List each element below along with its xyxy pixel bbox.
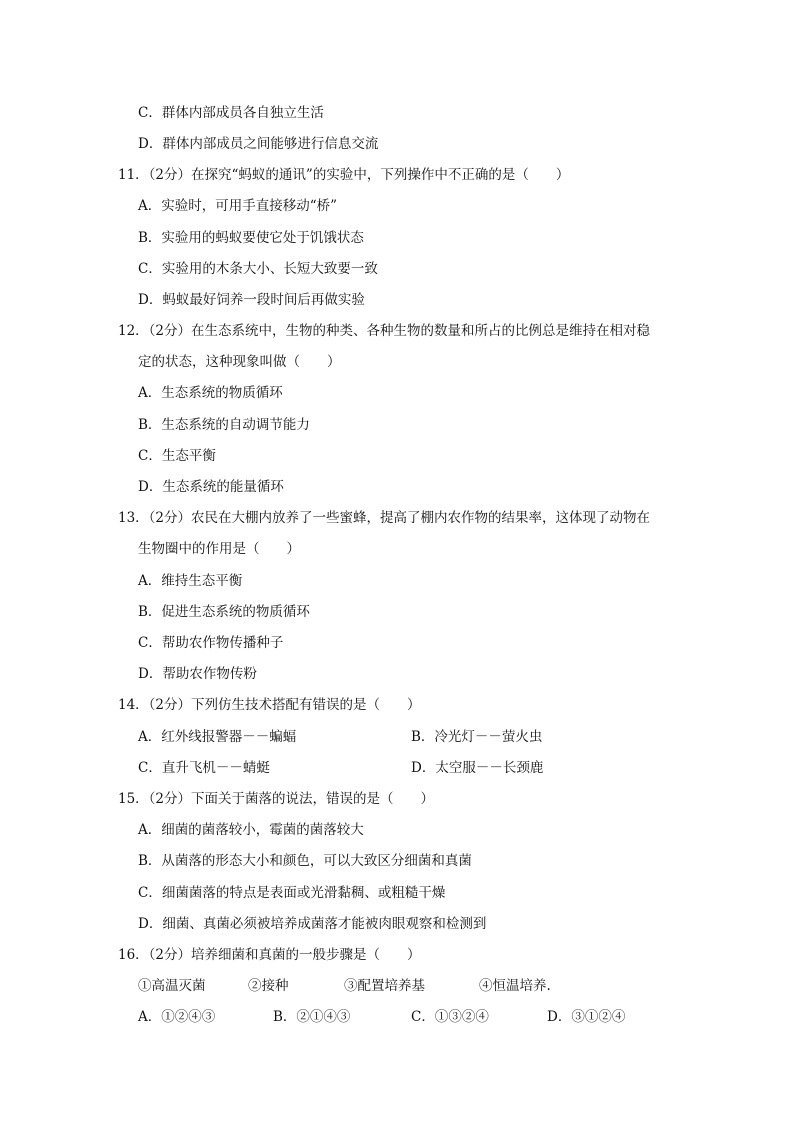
- q10-option-c: C．群体内部成员各自独立生活: [138, 105, 324, 121]
- q11-option-a: A．实验时，可用手直接移动“桥”: [138, 198, 338, 214]
- q16-step-1: ①高温灭菌: [138, 978, 206, 994]
- q12-stem-line2: 定的状态，这种现象叫做（ ）: [138, 354, 341, 370]
- q15-stem: 15．（2分）下面关于菌落的说法，错误的是（ ）: [118, 791, 435, 807]
- q15-option-a: A．细菌的菌落较小，霉菌的菌落较大: [138, 822, 364, 838]
- q13-option-a: A．维持生态平衡: [138, 573, 243, 589]
- q14-option-d: D．太空服－－长颈鹿: [411, 760, 544, 776]
- q14-stem: 14．（2分）下列仿生技术搭配有错误的是（ ）: [118, 697, 421, 713]
- q13-stem-line1: 13．（2分）农民在大棚内放养了一些蜜蜂，提高了棚内农作物的结果率，这体现了动物在: [118, 510, 651, 526]
- q16-option-d: D．③①②④: [547, 1009, 626, 1025]
- q11-option-b: B．实验用的蚂蚁要使它处于饥饿状态: [138, 230, 364, 246]
- q16-step-3: ③配置培养基: [344, 978, 425, 994]
- q10-option-d: D．群体内部成员之间能够进行信息交流: [138, 136, 379, 152]
- q12-option-b: B．生态系统的自动调节能力: [138, 417, 310, 433]
- q15-option-b: B．从菌落的形态大小和颜色，可以大致区分细菌和真菌: [138, 853, 472, 869]
- q14-option-a: A．红外线报警器－－蝙蝠: [138, 729, 297, 745]
- q12-option-d: D．生态系统的能量循环: [138, 479, 284, 495]
- q14-option-c: C．直升飞机－－蜻蜓: [138, 760, 270, 776]
- q11-option-d: D．蚂蚁最好饲养一段时间后再做实验: [138, 292, 365, 308]
- q12-option-a: A．生态系统的物质循环: [138, 385, 283, 401]
- q16-step-4: ④恒温培养.: [479, 978, 551, 994]
- q11-stem: 11．（2分）在探究“蚂蚁的通讯”的实验中，下列操作中不正确的是（ ）: [118, 167, 570, 183]
- q16-option-c: C．①③②④: [411, 1009, 489, 1025]
- q13-stem-line2: 生物圈中的作用是（ ）: [138, 541, 300, 557]
- q16-step-2: ②接种: [248, 978, 289, 994]
- q12-stem-line1: 12．（2分）在生态系统中，生物的种类、各种生物的数量和所占的比例总是维持在相对稳: [118, 323, 651, 339]
- q16-option-b: B．②①④③: [273, 1009, 351, 1025]
- q16-steps: [138, 977, 551, 995]
- q16-option-a: A．①②④③: [138, 1009, 216, 1025]
- q13-option-b: B．促进生态系统的物质循环: [138, 604, 310, 620]
- q11-option-c: C．实验用的木条大小、长短大致要一致: [138, 261, 378, 277]
- q15-option-d: D．细菌、真菌必须被培养成菌落才能被肉眼观察和检测到: [138, 916, 487, 932]
- q13-option-d: D．帮助农作物传粉: [138, 666, 257, 682]
- q12-option-c: C．生态平衡: [138, 448, 216, 464]
- q15-option-c: C．细菌菌落的特点是表面或光滑黏稠、或粗糙干燥: [138, 885, 446, 901]
- q14-option-b: B．冷光灯－－萤火虫: [411, 729, 543, 745]
- q16-stem: 16．（2分）培养细菌和真菌的一般步骤是（ ）: [118, 947, 421, 963]
- q13-option-c: C．帮助农作物传播种子: [138, 635, 284, 651]
